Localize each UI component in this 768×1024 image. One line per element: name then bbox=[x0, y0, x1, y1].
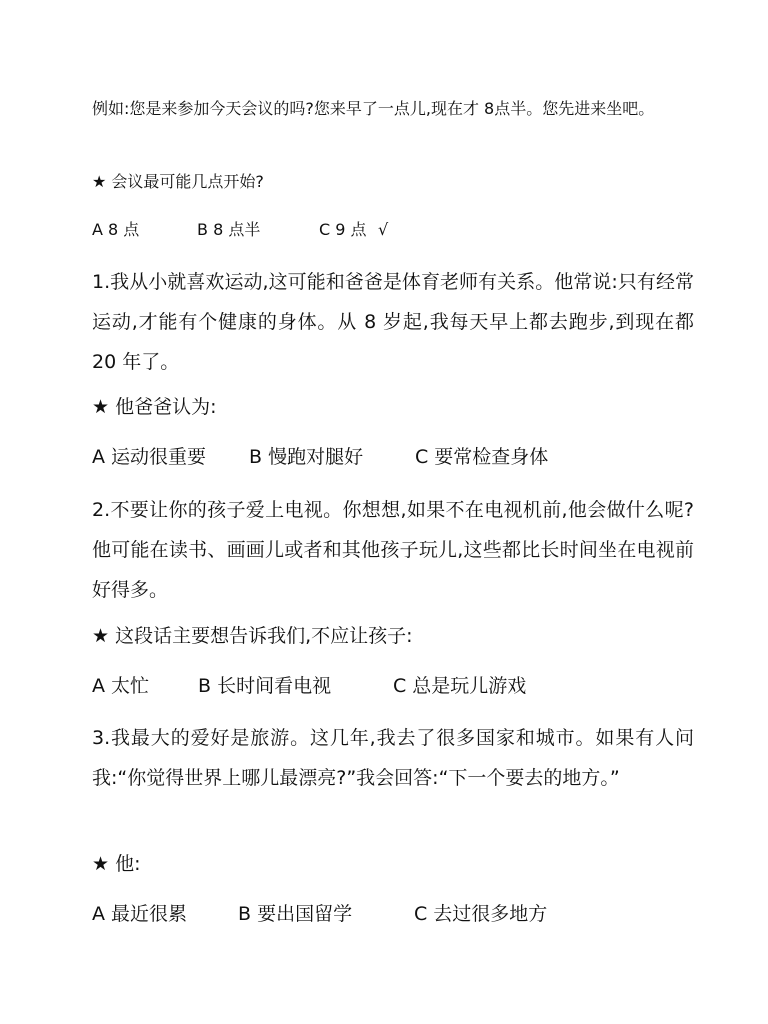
example-question: ★ 会议最可能几点开始? bbox=[92, 172, 264, 191]
q1-option-c: C 要常检查身体 bbox=[415, 446, 549, 468]
q3-option-a: A 最近很累 bbox=[92, 903, 188, 925]
passage-2: 2.不要让你的孩子爱上电视。你想想,如果不在电视机前,他会做什么呢? 他可能在读书、画画儿或者和其他孩子玩儿,这些都比长时间坐在电视前好得多。 bbox=[92, 499, 694, 601]
question-2: ★ 这段话主要想告诉我们,不应让孩子: bbox=[92, 625, 413, 647]
q3-option-c: C 去过很多地方 bbox=[414, 903, 548, 925]
example-option-a: A 8 点 bbox=[92, 220, 140, 239]
example-option-b: B 8 点半 bbox=[197, 220, 261, 239]
q2-option-b: B 长时间看电视 bbox=[198, 675, 332, 697]
passage-1: 1.我从小就喜欢运动,这可能和爸爸是体育老师有关系。他常说:只有经常运动,才能有个健康的身体。从 8 岁起,我每天早上都去跑步,到现在都 20 年了。 bbox=[92, 271, 694, 373]
q2-option-a: A 太忙 bbox=[92, 675, 150, 697]
example-option-c: C 9 点 bbox=[319, 220, 367, 239]
q3-option-b: B 要出国留学 bbox=[238, 903, 353, 925]
q1-option-b: B 慢跑对腿好 bbox=[249, 446, 364, 468]
question-3: ★ 他: bbox=[92, 853, 141, 875]
passage-3: 3.我最大的爱好是旅游。这几年,我去了很多国家和城市。如果有人问我:“你觉得世界上哪儿最漂亮?”我会回答:“下一个要去的地方。” bbox=[92, 727, 694, 789]
example-passage: 例如:您是来参加今天会议的吗?您来早了一点儿,现在才 8点半。您先进来坐吧。 bbox=[92, 99, 655, 118]
question-1: ★ 他爸爸认为: bbox=[92, 396, 217, 418]
correct-check-mark: √ bbox=[378, 220, 389, 239]
q1-option-a: A 运动很重要 bbox=[92, 446, 207, 468]
q2-option-c: C 总是玩儿游戏 bbox=[393, 675, 527, 697]
